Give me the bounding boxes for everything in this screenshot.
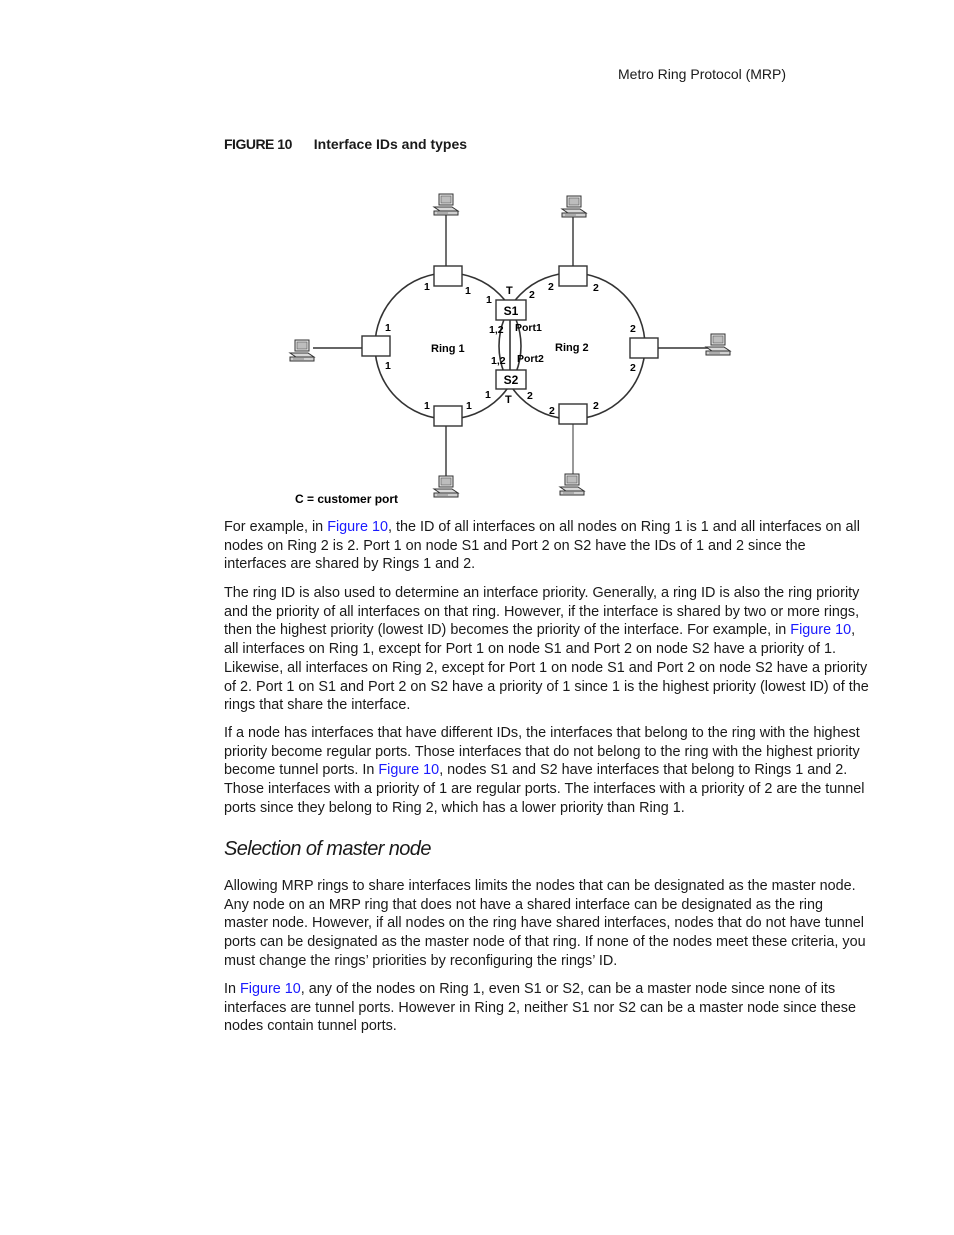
port2-label: Port2 bbox=[517, 353, 544, 365]
interface-id-label: 1 bbox=[466, 400, 472, 412]
interface-id-label: 2 bbox=[593, 282, 599, 294]
computer-icon bbox=[706, 334, 730, 355]
interface-id-label: 1 bbox=[485, 389, 491, 401]
node-ring1-left bbox=[362, 336, 390, 356]
computer-icon bbox=[434, 476, 458, 497]
paragraph-text: , any of the nodes on Ring 1, even S1 or S2, can be a master node since none of its interfaces are tunnel ports. However in Ring 2, neither S1 nor S2 can be a master node since these nodes contain tunnel ports. bbox=[224, 981, 856, 1035]
ring-2-label: Ring 2 bbox=[555, 342, 589, 354]
running-header: Metro Ring Protocol (MRP) bbox=[618, 66, 787, 82]
interface-id-label: 2 bbox=[527, 390, 533, 402]
paragraph-text: In bbox=[224, 981, 240, 997]
paragraph-text: For example, in bbox=[224, 519, 328, 535]
interface-id-label: 1 bbox=[385, 360, 391, 372]
paragraph-text: , all interfaces on Ring 1, except for Port 1 on node S1 and Port 2 on node S2 have a priority of 1. Likewise, all interfaces on Ring 2, except for Port 1 on node S1 and Port 2 on node S2 have a priority of 2. Port 1 on S1 and Port 2 on S2 have a priority of 1 since 1 is the highest priority (lowest ID) of the rings that share the interface. bbox=[224, 622, 869, 714]
node-ring2-top bbox=[559, 266, 587, 286]
figure-10-link[interactable]: Figure 10 bbox=[327, 519, 388, 535]
paragraph-text: The ring ID is also used to determine an interface priority. Generally, a ring ID is also the ring priority and the priority of all interfaces on that ring. However, if the interface is shared by two or more rings, then the highest priority (lowest ID) becomes the priority of the interface. For example, in bbox=[224, 585, 860, 639]
interface-id-label: 1 bbox=[486, 294, 492, 306]
paragraph-text: , nodes S1 and S2 have interfaces that belong to Rings 1 and 2. Those interfaces with a priority of 1 are regular ports. The interfaces with a priority of 2 are the tunnel ports since they belong to Ring 2, which has a lower priority than Ring 1. bbox=[224, 762, 865, 816]
paragraph-text: , the ID of all interfaces on all nodes on Ring 1 is 1 and all interfaces on all nodes on Ring 2 is 2. Port 1 on node S1 and Port 2 on S2 have the IDs of 1 and 2 since the interfaces are shared by Rings 1 and 2. bbox=[224, 519, 860, 573]
shared-id-top: 1,2 bbox=[489, 324, 504, 336]
node-ring2-right bbox=[630, 338, 658, 358]
figure-label: FIGURE 10 bbox=[224, 136, 292, 152]
figure-10-link[interactable]: Figure 10 bbox=[240, 981, 301, 997]
port1-label: Port1 bbox=[515, 322, 542, 334]
node-ring2-bottom bbox=[559, 404, 587, 424]
node-ring1-top bbox=[434, 266, 462, 286]
node-s1-label: S1 bbox=[503, 304, 519, 318]
ring-diagram bbox=[0, 0, 954, 520]
interface-id-label: 1 bbox=[465, 285, 471, 297]
shared-id-bottom: 1,2 bbox=[491, 355, 506, 367]
paragraph-1 bbox=[224, 518, 870, 574]
tunnel-bottom: T bbox=[505, 394, 512, 406]
ring-1-label: Ring 1 bbox=[431, 343, 465, 355]
paragraph-2 bbox=[224, 584, 870, 715]
interface-id-label: 2 bbox=[549, 405, 555, 417]
figure-10-link[interactable]: Figure 10 bbox=[378, 762, 440, 779]
tunnel-top: T bbox=[506, 285, 513, 297]
interface-id-label: 2 bbox=[529, 289, 535, 301]
paragraph-3 bbox=[224, 724, 870, 818]
paragraph-4 bbox=[224, 877, 870, 971]
interface-id-label: 1 bbox=[424, 281, 430, 293]
computer-icon bbox=[560, 474, 584, 495]
customer-port-note: C = customer port bbox=[295, 492, 399, 506]
node-ring1-bottom bbox=[434, 406, 462, 426]
interface-id-label: 2 bbox=[548, 281, 554, 293]
interface-id-label: 2 bbox=[630, 362, 636, 374]
paragraph-text: Allowing MRP rings to share interfaces limits the nodes that can be designated as the master node. Any node on an MRP ring that does not have a shared interface can be designated as the ring master node. However, if all nodes on the ring have shared interfaces, nodes that do not have tunnel ports can be designated as the master node of that ring. If none of the nodes meet these criteria, you must change the rings’ priorities by reconfiguring the rings’ ID. bbox=[224, 878, 866, 969]
figure-title: Interface IDs and types bbox=[313, 136, 468, 152]
interface-id-label: 1 bbox=[385, 322, 391, 334]
interface-id-label: 2 bbox=[630, 323, 636, 335]
computer-icon bbox=[562, 196, 586, 217]
computer-icon bbox=[290, 340, 314, 361]
section-heading: Selection of master node bbox=[224, 838, 431, 860]
node-s2-label: S2 bbox=[503, 373, 519, 387]
figure-10-link[interactable]: Figure 10 bbox=[790, 622, 852, 639]
computer-icon bbox=[434, 194, 458, 215]
paragraph-5 bbox=[224, 980, 870, 1036]
interface-id-label: 2 bbox=[593, 400, 599, 412]
interface-id-label: 1 bbox=[424, 400, 430, 412]
paragraph-text: If a node has interfaces that have different IDs, the interfaces that belong to the ring with the highest priority become regular ports. Those interfaces that do not belong to the ring with the highest priority become tunnel ports. In bbox=[224, 725, 860, 779]
